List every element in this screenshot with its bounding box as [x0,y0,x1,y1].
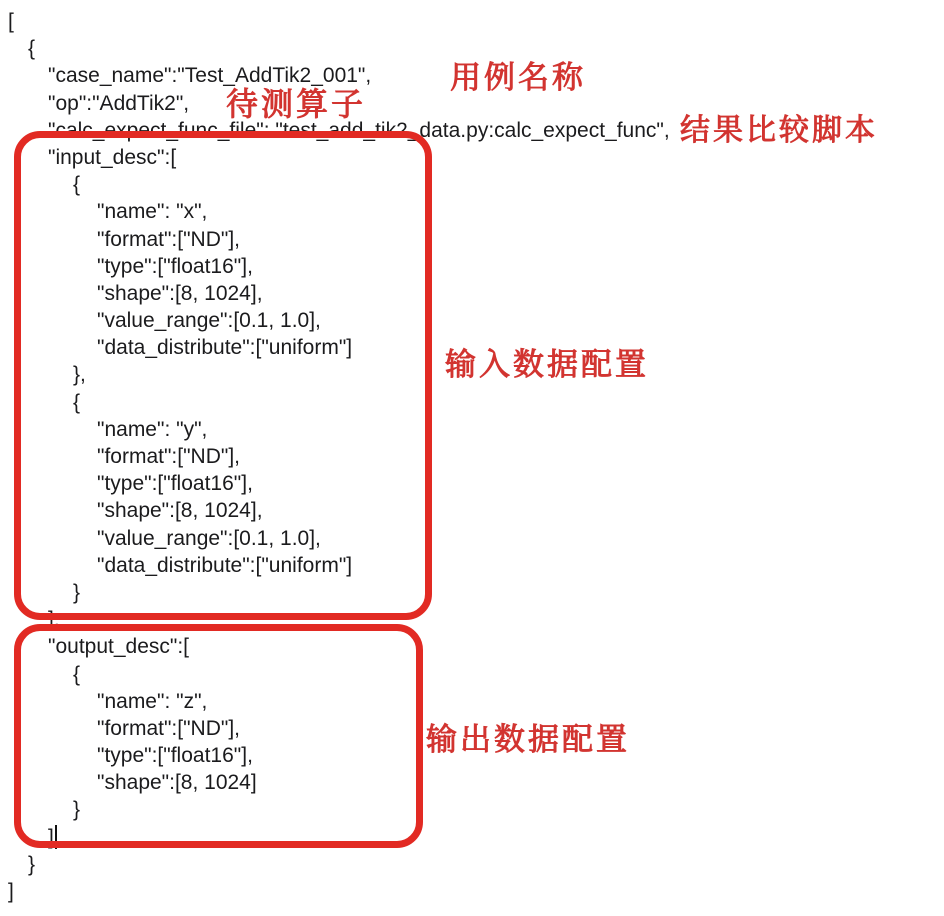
code-text: "input_desc":[ [48,145,177,169]
input-config-label: 输入数据配置 [445,347,649,383]
code-line[interactable] [0,579,944,606]
case-name-label: 用例名称 [450,60,586,96]
op-label: 待测算子 [226,85,367,123]
code-line[interactable] [0,307,944,334]
code-line[interactable] [0,334,944,361]
code-line[interactable] [0,416,944,443]
code-text: "case_name":"Test_AddTik2_001", [48,64,372,88]
code-line[interactable] [0,90,944,117]
code-line[interactable] [0,851,944,878]
code-text: "name": "x", [97,200,208,224]
code-text: "format":["ND"], [97,227,241,251]
code-line[interactable] [0,525,944,552]
code-text: ] [48,825,54,849]
code-line[interactable] [0,144,944,171]
code-text: "format":["ND"], [97,445,241,468]
code-text: [ [8,10,14,33]
code-line[interactable] [0,715,944,742]
code-text: "data_distribute":["uniform"] [97,336,353,360]
code-text: "name": "z", [97,689,208,713]
json-code-block [0,8,944,905]
code-text: { [73,662,81,686]
code-line[interactable] [0,497,944,524]
code-line[interactable] [0,443,944,470]
code-line[interactable] [0,769,944,796]
code-line[interactable] [0,8,944,35]
code-text: "value_range":[0.1, 1.0], [97,309,321,333]
code-text: } [28,852,36,876]
code-line[interactable] [0,688,944,715]
code-text: "calc_expect_func_file": "test_add_tik2_data.py:calc_expect_func", [48,118,670,142]
code-line[interactable] [0,253,944,280]
code-text: }, [73,363,86,387]
code-line[interactable] [0,470,944,497]
code-text: "name": "y", [97,417,208,441]
calc-script-label: 结果比较脚本 [680,113,878,148]
code-line[interactable] [0,796,944,823]
code-line[interactable] [0,878,944,905]
code-line[interactable] [0,633,944,660]
code-text: } [73,798,81,822]
code-text: "type":["float16"], [97,472,253,496]
code-line[interactable] [0,389,944,416]
code-text: { [28,37,36,61]
code-line[interactable] [0,171,944,198]
code-text: ] [8,880,14,903]
code-text: { [73,390,81,414]
code-line[interactable] [0,226,944,253]
code-text: "shape":[8, 1024], [97,281,263,305]
text-caret [55,825,57,849]
code-line[interactable] [0,824,944,851]
code-line[interactable] [0,35,944,62]
code-line[interactable] [0,361,944,388]
code-text: } [73,580,81,604]
code-line[interactable] [0,661,944,688]
code-line[interactable] [0,280,944,307]
code-line[interactable] [0,552,944,579]
code-text: "output_desc":[ [48,635,190,659]
code-text: { [73,173,81,197]
code-text: "value_range":[0.1, 1.0], [97,526,321,550]
code-text: "shape":[8, 1024] [97,771,257,795]
code-text: "format":["ND"], [97,716,241,740]
code-text: "type":["float16"], [97,254,253,278]
code-line[interactable] [0,62,944,89]
code-line[interactable] [0,117,944,144]
output-config-label: 输出数据配置 [426,722,630,758]
code-text: "shape":[8, 1024], [97,499,263,523]
code-line[interactable] [0,198,944,225]
code-text: "op":"AddTik2", [48,91,190,115]
code-text: "type":["float16"], [97,744,253,768]
code-text: ], [48,608,60,632]
code-line[interactable] [0,606,944,633]
code-line[interactable] [0,742,944,769]
code-text: "data_distribute":["uniform"] [97,553,353,577]
